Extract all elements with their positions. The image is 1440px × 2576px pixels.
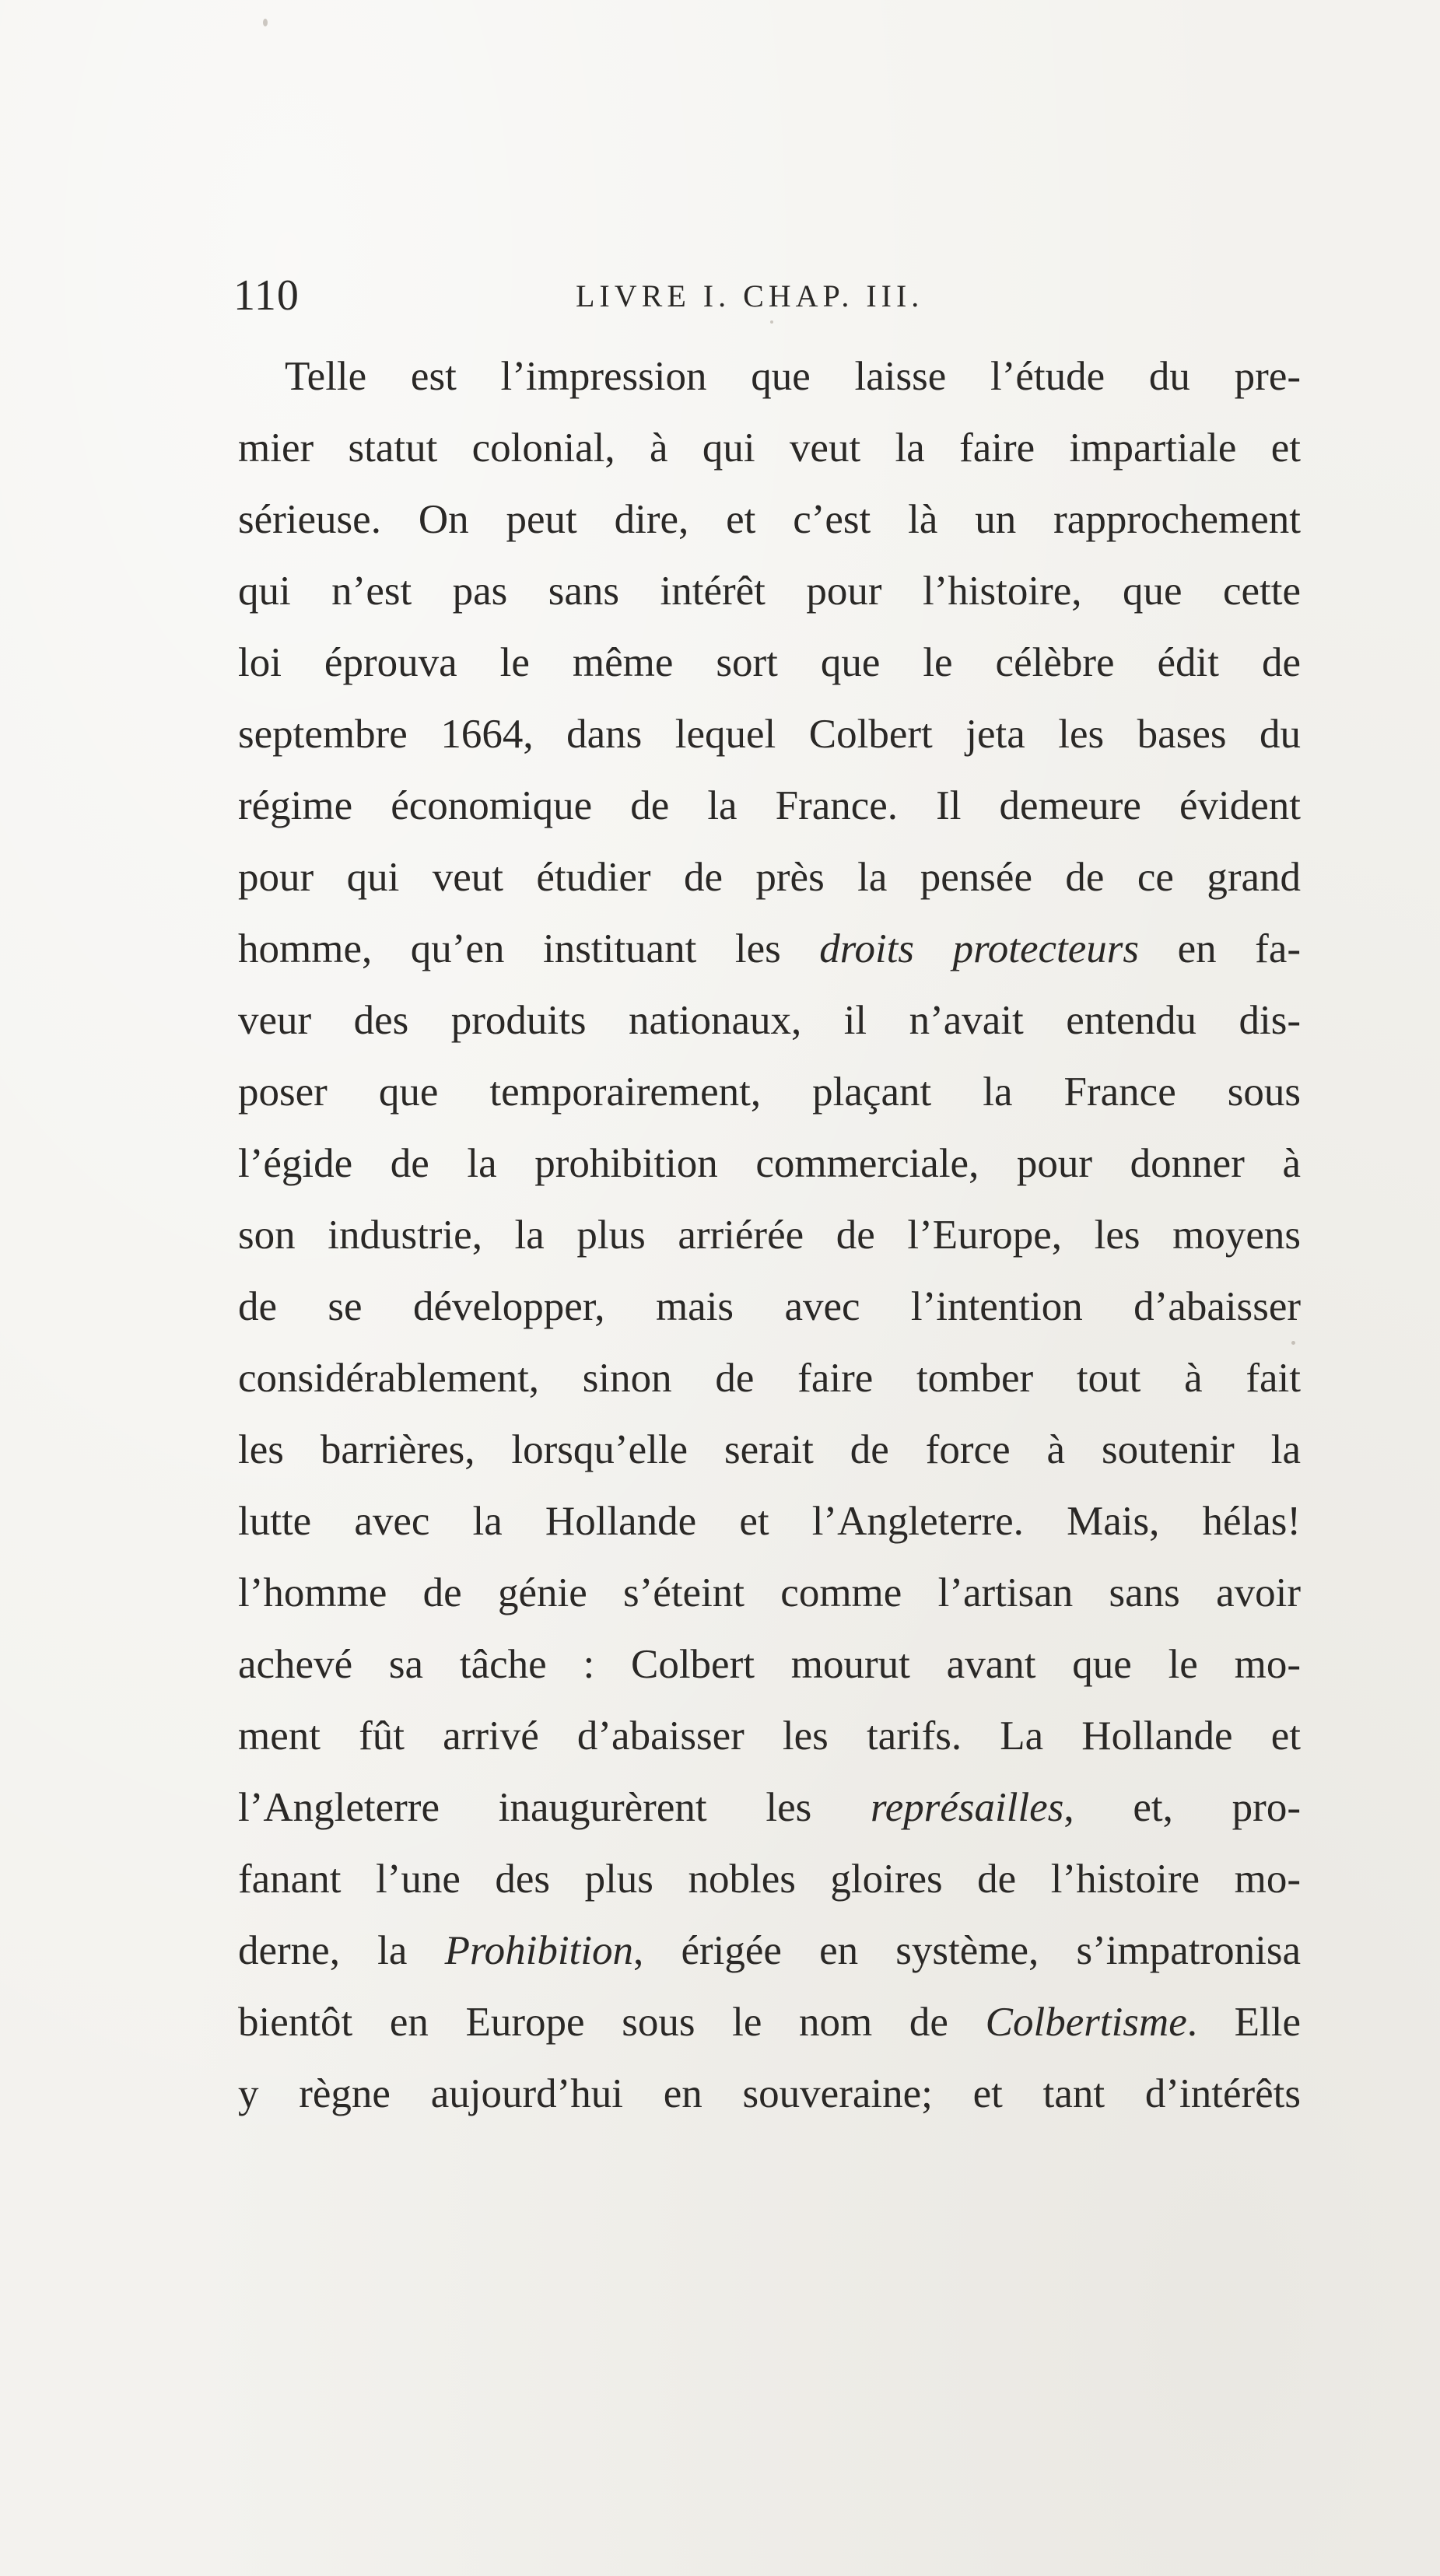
text-line	[238, 1986, 1301, 2058]
text-segment: son industrie, la plus arriérée de l’Europe, les moyens	[238, 1213, 1301, 1258]
text-line	[238, 1486, 1301, 1557]
italic-text: Prohibition	[444, 1928, 634, 1973]
text-segment: bientôt en Europe sous le nom de	[238, 2000, 986, 2045]
text-segment: les barrières, lorsqu’elle serait de force à soutenir la	[238, 1427, 1301, 1472]
text-segment: achevé sa tâche : Colbert mourut avant que le mo-	[238, 1642, 1301, 1687]
text-line	[238, 1843, 1301, 1915]
text-line	[238, 555, 1301, 627]
text-segment: l’Angleterre inaugurèrent les	[238, 1785, 871, 1830]
page-number: 110	[233, 271, 300, 320]
text-segment: considérablement, sinon de faire tomber tout à fait	[238, 1356, 1301, 1401]
text-line	[238, 842, 1301, 913]
text-line	[238, 1271, 1301, 1342]
running-head	[233, 264, 1301, 327]
chapter-title: LIVRE I. CHAP. III.	[576, 278, 924, 313]
text-segment: lutte avec la Hollande et l’Angleterre. Mais, hélas!	[238, 1499, 1301, 1544]
text-segment: en fa-	[1139, 926, 1301, 971]
text-segment: qui n’est pas sans intérêt pour l’histoire, que cette	[238, 569, 1301, 614]
text-line	[238, 1414, 1301, 1486]
text-segment: l’homme de génie s’éteint comme l’artisan sans avoir	[238, 1570, 1301, 1615]
text-segment: fanant l’une des plus nobles gloires de l’histoire mo-	[238, 1857, 1301, 1902]
text-segment: mier statut colonial, à qui veut la faire impartiale et	[238, 425, 1301, 471]
text-segment: , érigée en système, s’impatronisa	[633, 1928, 1301, 1973]
text-segment: loi éprouva le même sort que le célèbre édit de	[238, 640, 1301, 685]
text-line	[238, 1056, 1301, 1128]
text-line	[238, 1915, 1301, 1986]
text-line	[238, 1199, 1301, 1271]
body-text	[238, 341, 1301, 2130]
text-line	[238, 1772, 1301, 1843]
italic-text: droits protecteurs	[819, 926, 1140, 971]
text-line	[238, 341, 1301, 412]
text-segment: y règne aujourd’hui en souveraine; et tant d’intérêts	[238, 2071, 1301, 2116]
text-line	[238, 1128, 1301, 1199]
text-segment: septembre 1664, dans lequel Colbert jeta les bases du	[238, 712, 1301, 757]
text-segment: pour qui veut étudier de près la pensée de ce grand	[238, 855, 1301, 900]
text-segment: poser que temporairement, plaçant la France sous	[238, 1069, 1301, 1115]
text-segment: de se développer, mais avec l’intention d’abaisser	[238, 1284, 1301, 1329]
text-line	[238, 2058, 1301, 2130]
italic-text: représailles	[871, 1785, 1064, 1830]
text-line	[238, 985, 1301, 1056]
text-line	[238, 913, 1301, 985]
text-line	[238, 484, 1301, 555]
text-segment: Telle est l’impression que laisse l’étude du pre-	[285, 354, 1301, 399]
text-line	[238, 1629, 1301, 1700]
italic-text: Colbertisme	[985, 2000, 1187, 2045]
text-line	[238, 698, 1301, 770]
text-segment: homme, qu’en instituant les	[238, 926, 820, 971]
paper-speck	[263, 19, 268, 26]
text-line	[238, 770, 1301, 842]
text-line	[238, 1700, 1301, 1772]
text-segment: . Elle	[1186, 2000, 1301, 2045]
text-segment: derne, la	[238, 1928, 445, 1973]
text-line	[238, 627, 1301, 698]
text-line	[238, 412, 1301, 484]
text-segment: l’égide de la prohibition commerciale, pour donner à	[238, 1141, 1301, 1186]
text-segment: veur des produits nationaux, il n’avait entendu dis-	[238, 998, 1301, 1043]
text-segment: ment fût arrivé d’abaisser les tarifs. La Hollande et	[238, 1713, 1301, 1759]
text-line	[238, 1557, 1301, 1629]
text-segment: régime économique de la France. Il demeure évident	[238, 783, 1301, 828]
text-segment: , et, pro-	[1063, 1785, 1301, 1830]
text-segment: sérieuse. On peut dire, et c’est là un rapprochement	[238, 497, 1301, 542]
text-line	[238, 1342, 1301, 1414]
